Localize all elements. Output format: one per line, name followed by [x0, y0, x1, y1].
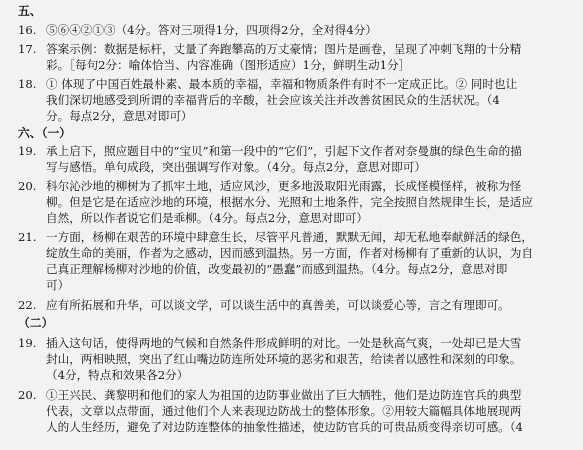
section-heading-5: 五、 [18, 4, 42, 18]
q20b-number: 20. [18, 388, 37, 402]
q20-number: 20. [18, 179, 37, 193]
q18-answer-line: 我们深切地感受到所谓的幸福背后的辛酸，社会应该关注并改善贫困民众的生活状况。（4 [46, 93, 500, 107]
q22-answer-line: 应有所拓展和升华，可以谈文学，可以谈生活中的真善美，可以谈爱心等，言之有理即可。 [46, 298, 510, 312]
q22-number: 22. [18, 298, 37, 312]
q19b-number: 19. [18, 336, 37, 350]
q19b-answer-line: 插入这句话，使得两地的气候和自然条件形成鲜明的对比。一处是秋高气爽，一处却已是大雪 [46, 336, 522, 350]
q20-answer-line: 科尔沁沙地的柳树为了抓牢土地，适应风沙，更多地汲取阳光雨露，长成怪模怪样，被称为怪 [46, 179, 522, 193]
q20-answer-line: 柳。但是它是在适应沙地的环境，根据水分、光照和土地条件，完全按照自然规律生长，是适应 [46, 195, 533, 209]
q20b-answer-line: ①王兴民、龚黎明和他们的家人为祖国的边防事业做出了巨大牺牲，他们是边防连官兵的典型 [46, 388, 522, 402]
q17-answer-line: 彩。［每句2分：喻体恰当、内容准确（图形适应）1分，鲜明生动1分］ [46, 58, 411, 72]
q18-answer-line: ① 体现了中国百姓最朴素、最本质的幸福，幸福和物质条件有时不一定成正比。② 同时也让 [46, 77, 518, 91]
q19b-answer-line: 封山，两相映照，突出了红山嘴边防连所处环境的恶劣和艰苦，给读者以感性和深刻的印象。 [46, 352, 522, 366]
q16-answer-line: ⑤⑥④②①③（4分。答对三项得1分，四项得2分，全对得4分） [46, 23, 377, 37]
q21-number: 21. [18, 230, 37, 244]
q18-answer-line: 分。每点2分，意思对即可） [46, 109, 193, 123]
section-heading-6-part2: （二） [18, 316, 54, 330]
q21-answer-line: 己真正理解杨柳对沙地的价值，改变最初的“愚蠢”而感到温热。（4分。每点2分，意思对即 [46, 262, 508, 276]
q19-answer-line: 承上启下，照应题目中的“宝贝”和第一段中的“它们”，引起下文作者对奈曼旗的绿色生命的描 [46, 144, 522, 158]
q16-number: 16. [18, 23, 37, 37]
q19b-answer-line: （4分，特点和效果各2分） [46, 368, 189, 382]
q21-answer-line: 可） [46, 278, 70, 292]
q19-number: 19. [18, 144, 37, 158]
q17-number: 17. [18, 42, 37, 56]
q18-number: 18. [18, 77, 37, 91]
q21-answer-line: 绽放生命的美丽，作者为之感动，因而感到温热。另一方面，作者对杨柳有了重新的认识，为自 [46, 246, 533, 260]
q20b-answer-line: 代表，文章以点带面，通过他们个人来表现边防战士的整体形象。②用较大篇幅具体地展现两 [46, 404, 522, 418]
q19-answer-line: 写与感悟。单句成段，突出强调写作对象。（4分。每点2分，意思对即可） [46, 160, 426, 174]
q20-answer-line: 自然，所以作者说它们是乖柳。（4分。每点2分，意思对即可） [46, 211, 368, 225]
q17-answer-line: 答案示例：数据是标杆，丈量了奔跑攀高的万丈豪情；图片是画卷，呈现了冲刺飞翔的十分精 [46, 42, 522, 56]
q21-answer-line: 一方面，杨柳在艰苦的环境中肆意生长，尽管平凡普通，默默无闻，却无私地奉献鲜活的绿色， [46, 230, 533, 244]
section-heading-6: 六、（一） [18, 126, 72, 140]
q20b-answer-line: 人的人生经历，避免了对边防连整体的抽象性描述，使边防官兵的可贵品质变得亲切可感。（4 [46, 420, 523, 434]
